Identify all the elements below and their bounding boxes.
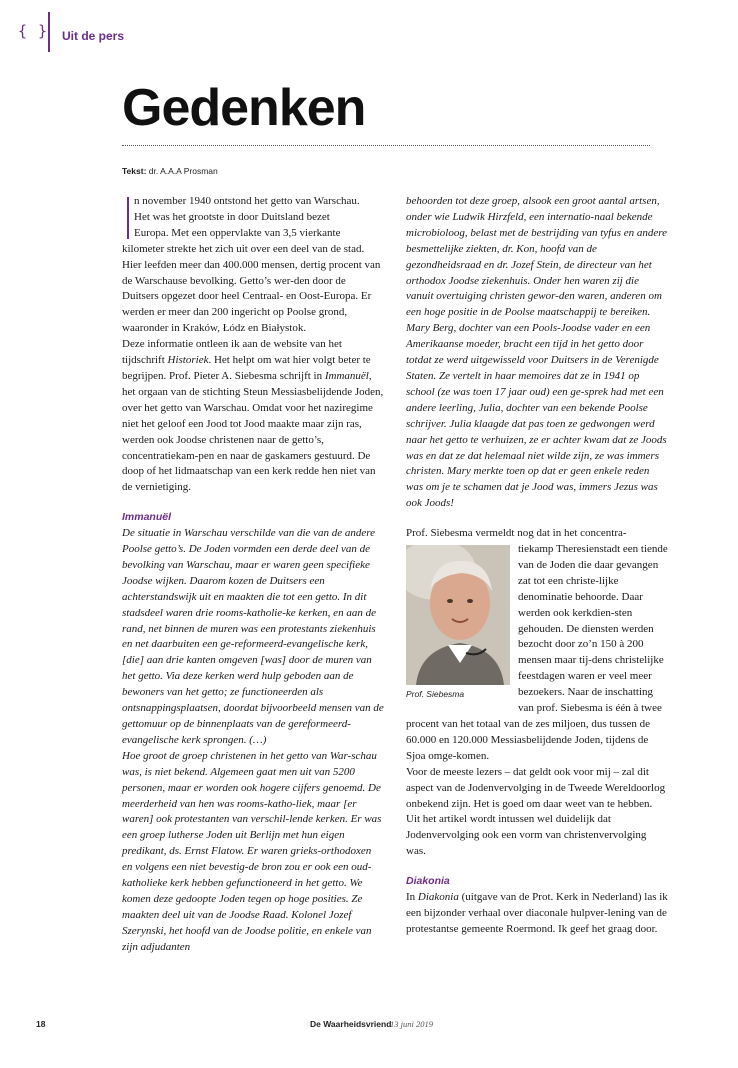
quote-continuation: behoorden tot deze groep, alsook een groot aantal artsen, onder wie Ludwik Hirzfeld, een internatio-naal bekende microbioloog, belast met de bestrijding van tyfus en andere besmettelijke ziekten, dr. Kon, hoofd van de gezondheidsraad en dr. Jozef Stein, de directeur van het orthodox Joodse ziekenhuis. Onder hen waren zij die vanuit overtuiging christen gewor-den waren, anderen om een hoge positie in de Poolse maatschappij te bereiken. (406, 195, 668, 319)
paragraph-theresienstadt-first: Prof. Siebesma vermeldt nog dat in het concentra- (406, 527, 627, 540)
siebesma-photo (406, 545, 510, 685)
paragraph-source: Deze informatie ontleen ik aan de website van het tijdschrift Historiek. Het helpt om wat hier volgt beter te begrijpen. Prof. Pieter A. Siebesma schrijft in Immanuël, het orgaan van de stichting Steun Messiasbelijdende Joden, over het getto van Warschau. Omdat voor het naziregime niet het geloof een Jood tot Jood maakte maar zijn ras, werden ook Joodse christenen naar de getto’s, concentratiekam-pen en naar de gaskamers gestuurd. De doop of het lidmaatschap van een kerk redde hen niet van de vernietiging. (122, 338, 384, 494)
quote-mary-berg: Mary Berg, dochter van een Pools-Joodse vader en een Amerikaanse moeder, bracht een tijd in het getto door totdat ze werd uitgewisseld voor Duitsers in de Verenigde Staten. Ze vertelt in haar memoires dat ze in 1941 op school (ze was toen 17 jaar oud) een ge-sprek had met een andere leerling, Julia, dochter van een bekende Poolse schrijver. Julia klaagde dat pas toen ze gedwongen werd naar het getto te verhuizen, ze er achter kwam dat ze Joods was en dat ze dat helemaal niet wilde zijn, ze was immers christen. Mary merkte toen op dat er geen enkele reden was om je te schamen dat je Jood was, immers Jezus was ook Joods! (406, 322, 667, 510)
intro-line-1: n november 1940 ontstond het getto van Warschau. (134, 195, 360, 207)
paragraph-diakonia: In Diakonia (uitgave van de Prot. Kerk in Nederland) las ik een bijzonder verhaal over diaconale hulpver-lening van de protestantse gemeente Roermond. Ik geef het graag door. (406, 891, 668, 935)
photo-caption: Prof. Siebesma (406, 689, 465, 700)
subhead-diakonia: Diakonia (406, 875, 450, 888)
intro-line-2: Het was het grootste in door Duitsland bezet (134, 210, 330, 223)
dropcap-i (127, 197, 129, 239)
paragraph-conclusion: Voor de meeste lezers – dat geldt ook voor mij – zal dit aspect van de Jodenvervolging in de Tweede Wereldoorlog onbekend zijn. Het is goed om daar weet van te hebben. Uit het artikel wordt intussen wel duidelijk dat Jodenvervolging ook een vorm van christenvervolging was. (406, 765, 666, 858)
header-divider (48, 12, 50, 52)
left-column (122, 194, 384, 956)
article-title: Gedenken (122, 79, 366, 137)
right-column (406, 194, 668, 938)
section-label: Uit de pers (62, 29, 125, 43)
intro-rest: kilometer strekte het zich uit over een deel van de stad. Hier leefden meer dan 400.000 mensen, dertig procent van de Warschause bevolking. Getto’s wer-den door de Duitsers opgezet door heel Centraal- en Oost-Europa. Er werden er meer dan 200 ingericht op Poolse grond, waaronder in Kraków, Łódz en Białystok. (122, 242, 381, 335)
quote-group-size: Hoe groot de groep christenen in het getto van War-schau was, is niet bekend. Algemeen gaat men uit van 5200 personen, maar er worden ook hogere cijfers genoemd. De meerderheid van hen was rooms-katho-liek, maar [er waren] ook protestanten van verschil-lende kerken. Er was een groep lutherse Joden uit Berlijn met hun eigen predikant, ds. Ernst Flatow. Er waren grieks-orthodoxen en volgens een niet bevestig-de bron zou er ook een oud-katholieke kerk hebben gefunctioneerd in het getto. We komen deze gedoopte Joden tegen op hoge posities. Ze maakten deel uit van de Joodse Raad. Kolonel Jozef Szerynski, het hoofd van de Joodse politie, en enkele van zijn adjudanten (122, 749, 382, 953)
portrait-illustration (406, 545, 510, 685)
title-divider (122, 145, 650, 146)
byline-label: Tekst: (122, 166, 147, 176)
publication-date: 13 juni 2019 (390, 1019, 433, 1029)
brace-icon: { } (18, 22, 49, 40)
paragraph-theresienstadt-rest: tiekamp Theresienstadt een tiende van de Joden die daar gevangen zat tot een christe-lijke denominatie behoorde. Daar werden ook kerkdien-sten gehouden. De diensten werden bezocht door zo’n 150 à 200 mensen maar tij-dens christelijke feestdagen waren er veel meer bezoekers. Naar de inschatting van prof. Siebesma is één à twee procent van het totaal van de zes miljoen, dus tussen de 60.000 en 120.000 Messiasbelijdende Joden, tijdens de Sjoa omge-komen. (406, 543, 668, 762)
page-number: 18 (36, 1019, 46, 1029)
intro-paragraph (122, 194, 384, 337)
subhead-immanuel: Immanuël (122, 511, 172, 524)
photo-figure (406, 545, 510, 700)
publication-name: De Waarheidsvriend (310, 1019, 392, 1029)
intro-line-3: Europa. Met een oppervlakte van 3,5 vierkante (134, 226, 341, 239)
byline (122, 166, 218, 176)
byline-author: dr. A.A.A Prosman (148, 166, 218, 176)
quote-situation: De situatie in Warschau verschilde van die van de andere Poolse getto’s. De Joden vormden een derde deel van de bevolking van Warschau, maar er waren geen specifieke Joodse wijken. Daarom kozen de Duitsers een achterstandswijk uit en maakten die tot een getto. In dit stadsdeel waren drie rooms-katholie-ke kerken, en aan de rand, net binnen de muren was een protestants ziekenhuis en net daarbuiten een ge-reformeerd-evangelische kerk, [die] aan drie kanten omgeven [was] door de muren van het getto. Via deze kerken werd hulp geboden aan de bewoners van het getto; ze functioneerden als ontsnappingsplaatsen, doordat bijvoorbeeld mensen van de gettomuur op de binnenplaats van de gereformeerd-evangelische kerk sprongen. (…) (122, 527, 384, 746)
